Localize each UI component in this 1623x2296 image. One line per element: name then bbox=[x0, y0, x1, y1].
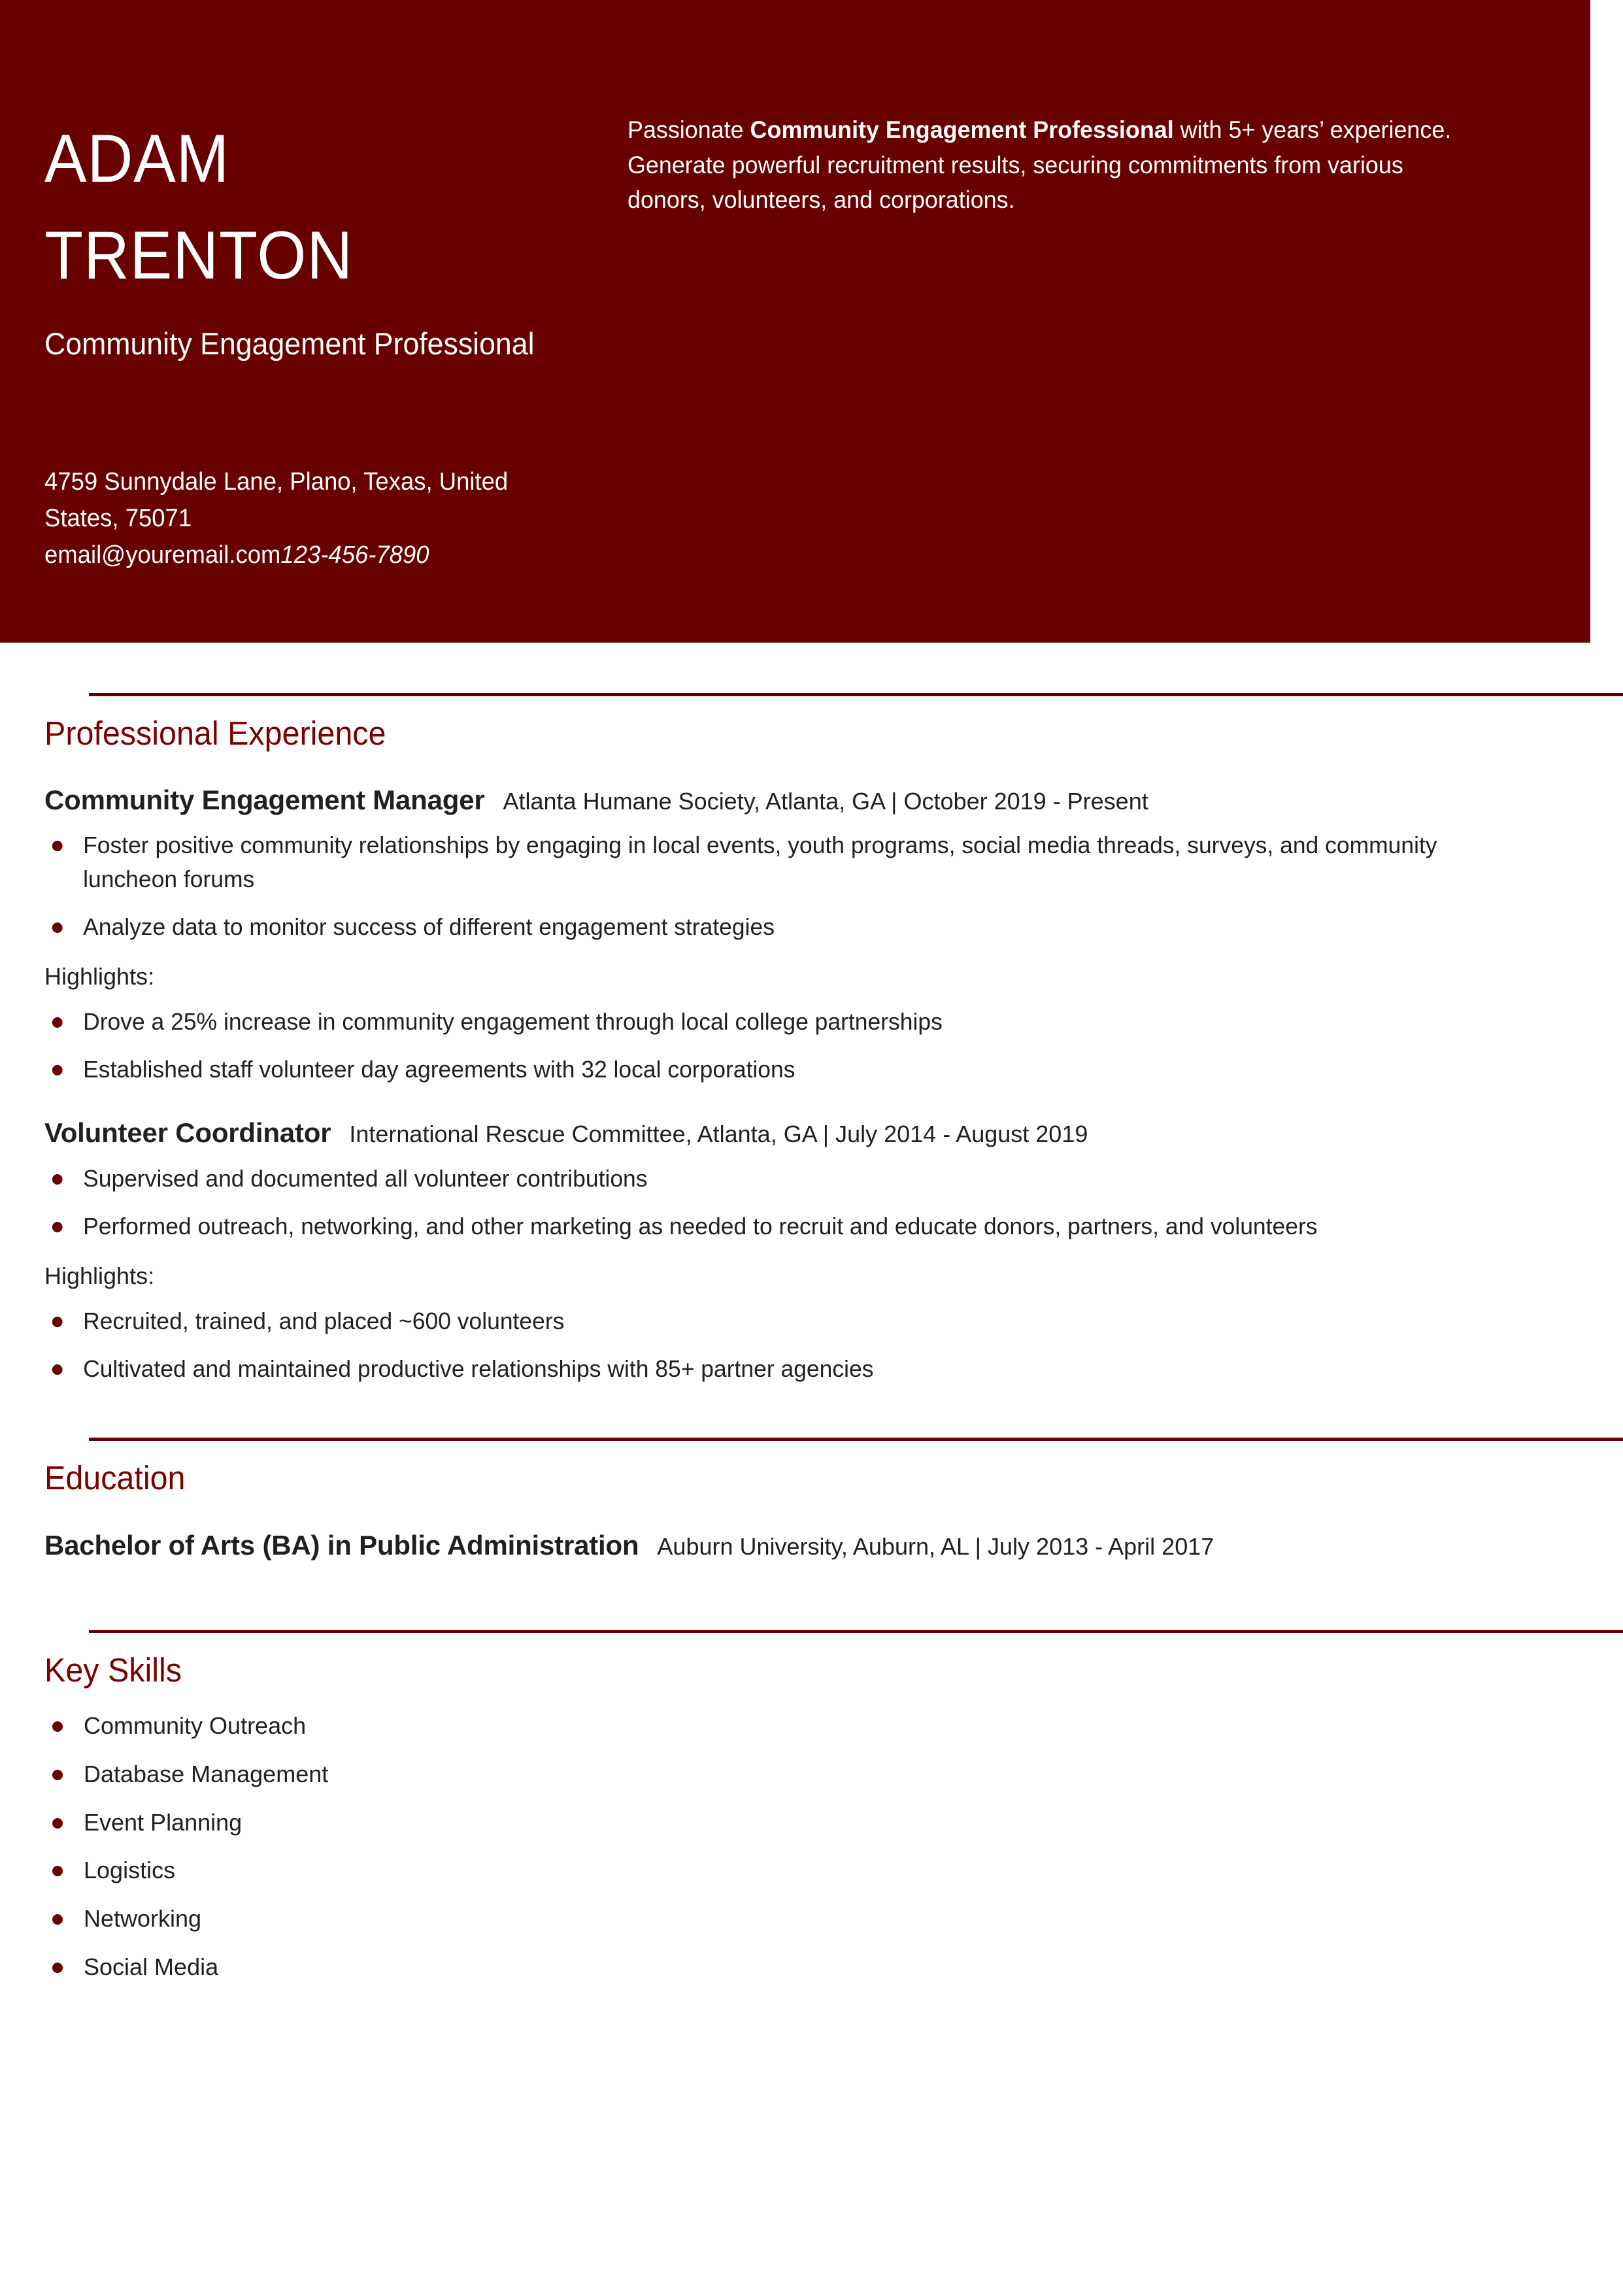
summary-after: with 5+ years’ experience. Generate powerful recruitment results, securing commitments from various donors, volunteers, and corporations. bbox=[627, 116, 1452, 214]
bullet-dot-icon bbox=[52, 841, 63, 851]
section-title-professional-experience: Professional Experience bbox=[44, 715, 386, 752]
list-item bbox=[44, 1352, 1509, 1385]
bullet-text: Cultivated and maintained productive relationships with 85+ partner agencies bbox=[83, 1355, 874, 1383]
experience-meta: International Rescue Committee, Atlanta, GA | July 2014 - August 2019 bbox=[349, 1121, 1088, 1148]
identity-block bbox=[44, 111, 633, 364]
bullet-dot-icon bbox=[52, 1364, 63, 1375]
experience-entry bbox=[44, 1116, 1531, 1385]
section-title-key-skills: Key Skills bbox=[44, 1651, 182, 1689]
experience-bullet-list bbox=[44, 1162, 1531, 1243]
section-divider bbox=[89, 1630, 1623, 1633]
list-item bbox=[44, 910, 1509, 943]
list-item bbox=[44, 1304, 1509, 1338]
experience-entry-header bbox=[44, 783, 1531, 817]
experience-entry bbox=[44, 783, 1531, 1086]
address-line-2: States, 75071 bbox=[44, 504, 192, 532]
bullet-dot-icon bbox=[52, 1866, 63, 1876]
bullet-dot-icon bbox=[52, 1174, 63, 1185]
list-item bbox=[44, 1711, 1531, 1742]
experience-meta: Atlanta Humane Society, Atlanta, GA | October 2019 - Present bbox=[503, 788, 1148, 815]
list-item bbox=[44, 1952, 1531, 1983]
first-name: ADAM bbox=[44, 121, 230, 197]
bullet-dot-icon bbox=[52, 1770, 63, 1780]
summary-before: Passionate bbox=[627, 116, 750, 143]
bullet-dot-icon bbox=[52, 1065, 63, 1075]
education-entry bbox=[44, 1528, 1531, 1562]
skill-text: Event Planning bbox=[84, 1808, 243, 1836]
resume-body bbox=[0, 643, 1623, 2001]
list-item bbox=[44, 1808, 1531, 1838]
experience-role: Volunteer Coordinator bbox=[44, 1117, 331, 1149]
section-divider bbox=[89, 693, 1623, 696]
last-name: TRENTON bbox=[44, 217, 354, 294]
skills-list bbox=[44, 1711, 1531, 1983]
bullet-text: Foster positive community relationships by engaging in local events, youth programs, social media threads, surveys, and community luncheon forums bbox=[83, 832, 1437, 892]
bullet-text: Drove a 25% increase in community engagement through local college partnerships bbox=[83, 1008, 943, 1036]
list-item bbox=[44, 1855, 1531, 1886]
section-education bbox=[0, 1438, 1623, 1561]
section-divider bbox=[89, 1438, 1623, 1441]
phone-text: 123-456-7890 bbox=[280, 541, 429, 569]
highlights-label: Highlights: bbox=[44, 1262, 155, 1289]
section-professional-experience bbox=[0, 693, 1623, 1385]
section-title-education: Education bbox=[44, 1459, 186, 1497]
skill-text: Networking bbox=[84, 1905, 202, 1933]
bullet-dot-icon bbox=[52, 1017, 63, 1028]
skill-text: Community Outreach bbox=[84, 1712, 307, 1740]
list-item bbox=[44, 1005, 1509, 1038]
address-line-1: 4759 Sunnydale Lane, Plano, Texas, United bbox=[44, 468, 509, 496]
resume-header bbox=[0, 0, 1590, 643]
list-item bbox=[44, 1162, 1509, 1195]
highlights-label: Highlights: bbox=[44, 962, 155, 990]
list-item bbox=[44, 1209, 1509, 1243]
bullet-dot-icon bbox=[52, 1317, 63, 1327]
experience-role: Community Engagement Manager bbox=[44, 785, 485, 816]
email-phone-line bbox=[44, 537, 559, 574]
experience-highlight-list bbox=[44, 1005, 1531, 1086]
skill-text: Logistics bbox=[84, 1857, 176, 1884]
bullet-text: Established staff volunteer day agreements with 32 local corporations bbox=[83, 1056, 795, 1083]
skill-text: Database Management bbox=[84, 1760, 329, 1787]
list-item bbox=[44, 828, 1509, 895]
bullet-dot-icon bbox=[52, 1818, 63, 1829]
education-entry-header bbox=[44, 1528, 1531, 1562]
skill-text: Social Media bbox=[84, 1953, 219, 1981]
bullet-text: Performed outreach, networking, and other marketing as needed to recruit and educate donors, partners, and volunteers bbox=[83, 1212, 1318, 1240]
education-meta: Auburn University, Auburn, AL | July 2013 - April 2017 bbox=[657, 1532, 1214, 1560]
experience-entry-header bbox=[44, 1116, 1531, 1149]
experience-bullet-list bbox=[44, 828, 1531, 943]
professional-summary bbox=[627, 112, 1484, 218]
bullet-dot-icon bbox=[52, 1222, 63, 1232]
bullet-dot-icon bbox=[52, 1721, 63, 1732]
candidate-name bbox=[44, 111, 592, 304]
candidate-job-title: Community Engagement Professional bbox=[44, 326, 535, 362]
list-item bbox=[44, 1759, 1531, 1790]
email-text: email@youremail.com bbox=[44, 541, 281, 569]
experience-highlight-list bbox=[44, 1304, 1531, 1385]
bullet-text: Recruited, trained, and placed ~600 volunteers bbox=[83, 1308, 565, 1335]
bullet-text: Analyze data to monitor success of different engagement strategies bbox=[83, 913, 775, 940]
list-item bbox=[44, 1904, 1531, 1934]
bullet-dot-icon bbox=[52, 1914, 63, 1925]
list-item bbox=[44, 1053, 1509, 1086]
bullet-dot-icon bbox=[52, 922, 63, 933]
section-key-skills bbox=[0, 1630, 1623, 1983]
education-degree: Bachelor of Arts (BA) in Public Administration bbox=[44, 1529, 639, 1561]
bullet-text: Supervised and documented all volunteer contributions bbox=[83, 1164, 648, 1192]
summary-bold: Community Engagement Professional bbox=[750, 116, 1174, 143]
bullet-dot-icon bbox=[52, 1963, 63, 1973]
contact-block bbox=[44, 464, 559, 574]
